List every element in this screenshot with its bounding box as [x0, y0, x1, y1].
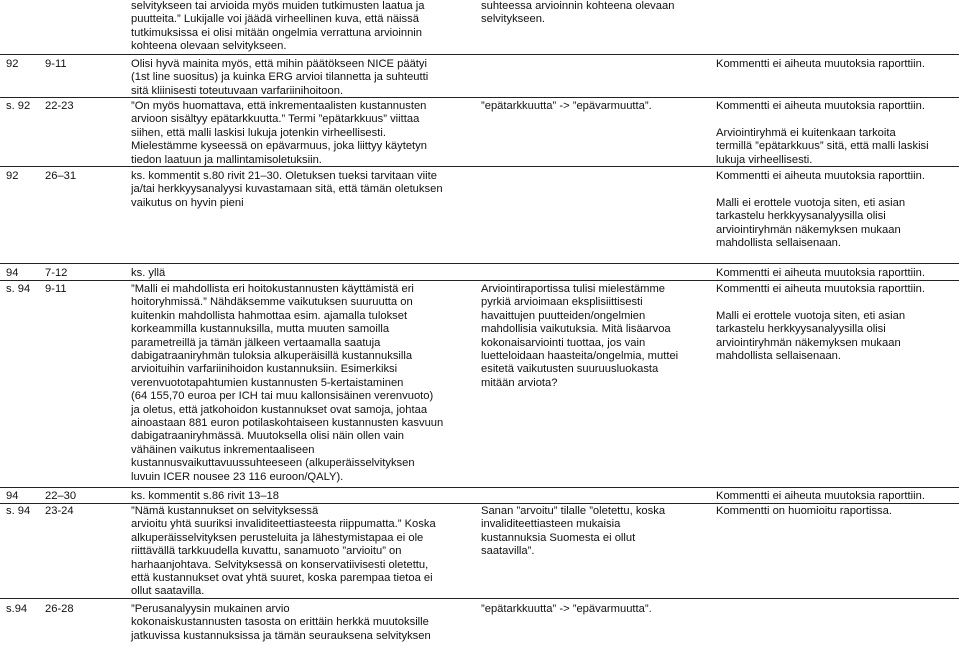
page-cell: s. 94 — [6, 505, 31, 517]
comment-cell: ks. kommentit s.80 rivit 21–30. Oletuksen tueksi tarvitaan viite ja/tai herkkyysanalyysi kuvastamaan sitä, että tämän oletuksen vaikutus on hyvin pieni — [131, 170, 443, 209]
page-cell: 94 — [6, 490, 19, 502]
row-divider — [0, 54, 959, 55]
lines-cell: 22–30 — [45, 490, 77, 502]
action-cell: Kommentti ei aiheuta muutoksia raporttiin. — [716, 267, 925, 279]
action-cell: Kommentti ei aiheuta muutoksia raporttiin. — [716, 490, 925, 502]
row-divider — [0, 487, 959, 488]
response-cell: Sanan ”arvoitu” tilalle ”oletettu, koska invaliditeettiasteen mukaisia kustannuksia Suomesta ei ollut saatavilla”. — [481, 505, 666, 558]
row-divider — [0, 97, 959, 98]
lines-cell: 9-11 — [45, 58, 67, 70]
page-cell: s. 92 — [6, 100, 31, 112]
lines-cell: 23-24 — [45, 505, 74, 517]
action-cell: Kommentti ei aiheuta muutoksia raporttiin. — [716, 58, 925, 70]
action-cell: Kommentti on huomioitu raportissa. — [716, 505, 892, 517]
lines-cell: 22-23 — [45, 100, 74, 112]
response-cell: Arviointiraportissa tulisi mielestämme pyrkiä arvioimaan eksplisiittisesti havaittujen puutteiden/ongelmien mahdollisia vaikutuksia. Mitä lisäarvoa kokonaisarviointi tuottaa, jos vain luetteloidaan haasteita/ongelmia, muttei esitetä vaikutusten suuruusluokasta mitään arviota? — [481, 283, 679, 389]
comment-cell: ”On myös huomattava, että inkrementaalisten kustannusten arvioon sisältyy epätarkkuutta.” Termi ”epätarkkuus” viittaa siihen, että malli laskisi lukuja jotenkin virheellisesti. Mielestämme kyseessä on epävarmuus, joka liittyy käytetyn tiedon laatuun ja mallintamisoletuksiin. — [131, 100, 427, 166]
comment-cell: Olisi hyvä mainita myös, että mihin päätökseen NICE päätyi (1st line suositus) ja kuinka ERG arvioi tilannetta ja suhteutti sitä kliinisesti toteutuvaan varfariinihoitoon. — [131, 58, 429, 97]
comment-cell: ks. kommentit s.86 rivit 13–18 — [131, 490, 279, 502]
action-cell: Kommentti ei aiheuta muutoksia raporttiin. Malli ei erottele vuotoja siten, eti asian tarkastelu herkkyysanalyysilla olisi arviointiryhmän näkemyksen mukaan mahdollista sellaisenaan. — [716, 283, 925, 363]
page-cell: 92 — [6, 170, 19, 182]
response-cell: ”epätarkkuutta” -> ”epävarmuutta”. — [481, 603, 652, 615]
row-divider — [0, 598, 959, 599]
comment-cell: ks. yllä — [131, 267, 166, 279]
row-divider — [0, 263, 959, 264]
action-cell: Kommentti ei aiheuta muutoksia raporttiin. Arviointiryhmä ei kuitenkaan tarkoita termillä ”epätarkkuus” sitä, että malli laskisi lukuja virheellisesti. — [716, 100, 929, 166]
comment-cell: selvitykseen tai arvioida myös muiden tutkimusten laatua ja puutteita.” Lukijalle voi jäädä virheellinen kuva, että näissä tutkimuksissa ei olisi mitään ongelmia verrattuna arvioinnin kohteena olevaan selvitykseen. — [131, 0, 425, 53]
comment-cell: ”Nämä kustannukset on selvityksessä arvioitu yhtä suuriksi invaliditeettiasteesta riippumatta.” Koska alkuperäisselvityksen perusteluita ja lähestymistapaa ei ole riittävällä tarkkuudella kuvattu, sanamuoto ”arvioitu” on harhaanjohtava. Selvityksessä on konservatiivisesti oletettu, että kustannukset ovat yhtä suuret, koska parempaa tietoa ei ollut saatavilla. — [131, 505, 436, 598]
comment-cell: ”Malli ei mahdollista eri hoitokustannusten käyttämistä eri hoitoryhmissä.” Nähdäksemme vaikutuksen suuruutta on kuitenkin mahdollista hahmottaa esim. ajamalla tulokset korkeammilla kustannuksilla, mutta muuten samoilla parametreillä ja tämän jälkeen vertaamalla saatuja dabigatraaniryhmän tuloksia alkuperäisillä kustannuksilla arvioituihin varfariinihoidon kustannuksiin. Esimerkiksi verenvuototapahtumien kustannusten 5-kertaistaminen (64 155,70 euroa per ICH tai muu kallonsisäinen verenvuoto) ja oletus, että jatkohoidon kustannukset ovat samoja, johtaa ainoastaan 881 euron potilaskohtaiseen kustannusten kasvuun dabigatraaniryhmässä. Muutoksella olisi näin ollen vain vähäinen vaikutus inkrementaaliseen kustannusvaikuttavuussuhteeseen (alkuperäisselvityksen luvuin ICER nousee 23 116 euroon/QALY). — [131, 283, 444, 483]
response-cell: suhteessa arvioinnin kohteena olevaan selvitykseen. — [481, 0, 675, 26]
page-cell: 94 — [6, 267, 19, 279]
lines-cell: 7-12 — [45, 267, 68, 279]
row-divider — [0, 503, 959, 504]
page-cell: s.94 — [6, 603, 28, 615]
page-cell: s. 94 — [6, 283, 31, 295]
row-divider — [0, 166, 959, 167]
action-cell: Kommentti ei aiheuta muutoksia raporttiin. Malli ei erottele vuotoja siten, eti asian tarkastelu herkkyysanalyysilla olisi arviointiryhmän näkemyksen mukaan mahdollista sellaisenaan. — [716, 170, 925, 250]
lines-cell: 26-28 — [45, 603, 74, 615]
comment-cell: ”Perusanalyysin mukainen arvio kokonaiskustannusten tasosta on erittäin herkkä muutoksille jatkuvissa kustannuksissa ja tämän seurauksena selvityksen — [131, 603, 431, 642]
row-divider — [0, 280, 959, 281]
lines-cell: 9-11 — [45, 283, 67, 295]
response-cell: ”epätarkkuutta” -> ”epävarmuutta”. — [481, 100, 652, 112]
lines-cell: 26–31 — [45, 170, 77, 182]
page-cell: 92 — [6, 58, 19, 70]
